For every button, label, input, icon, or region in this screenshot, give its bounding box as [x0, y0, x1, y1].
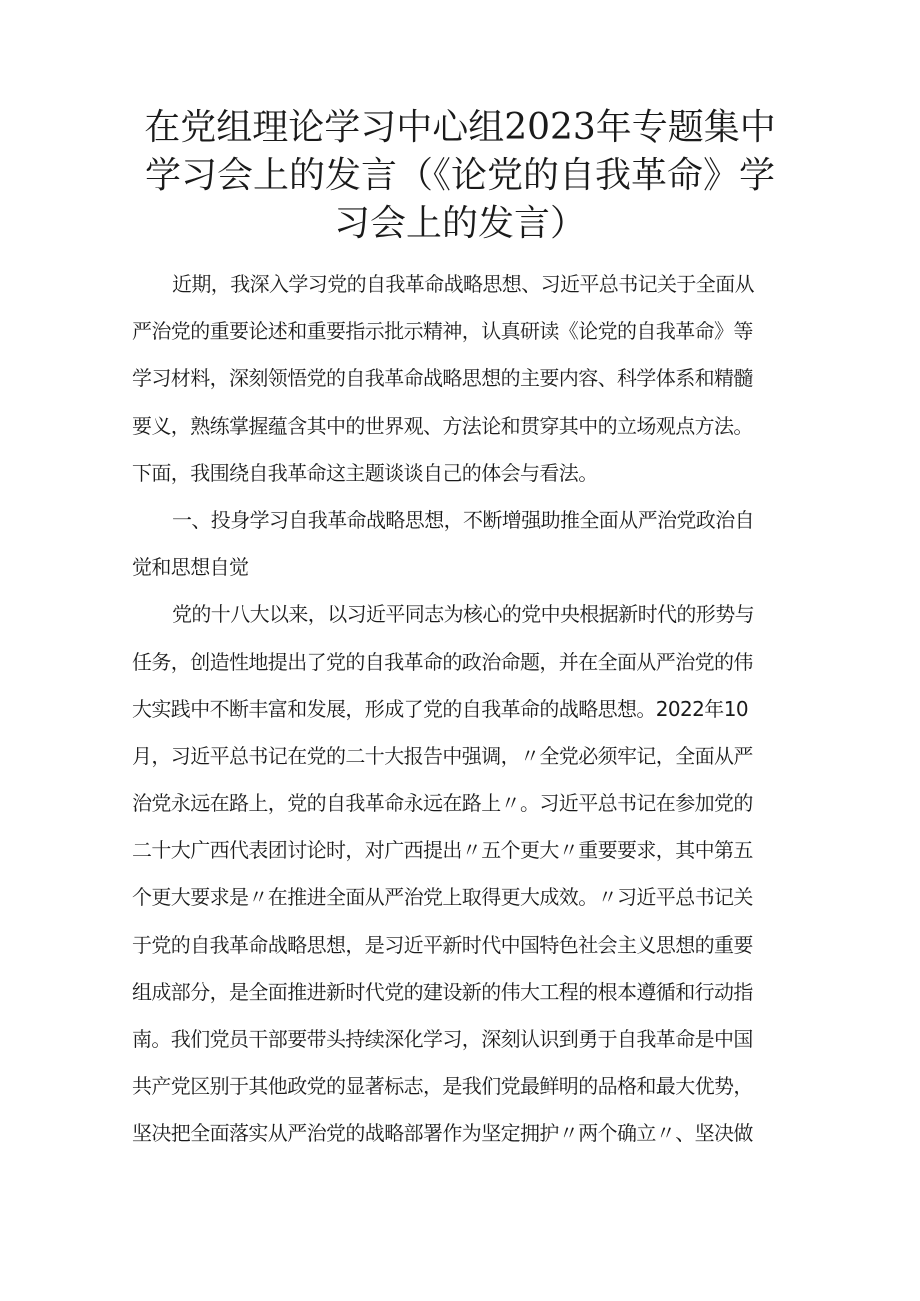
- title-line: 习会上的发言）: [333, 203, 586, 244]
- title-line: 在党组理论学习中心组2023年专题集中: [144, 107, 776, 148]
- body-line: 南。我们党员干部要带头持续深化学习，深刻认识到勇于自我革命是中国: [132, 1027, 753, 1051]
- body-line: 治党永远在路上，党的自我革命永远在路上〃。习近平总书记在参加党的: [132, 791, 753, 816]
- body-line: 觉和思想自觉: [132, 555, 249, 580]
- body-line: 学习材料，深刻领悟党的自我革命战略思想的主要内容、科学体系和精髓: [132, 366, 753, 391]
- body-line: 于党的自我革命战略思想，是习近平新时代中国特色社会主义思想的重要: [132, 932, 753, 957]
- title-line: 学习会上的发言（《论党的自我革命》学: [144, 155, 775, 196]
- body-line: 大实践中不断丰富和发展，形成了党的自我革命的战略思想。2022年10: [132, 696, 748, 721]
- body-line: 要义，熟练掌握蕴含其中的世界观、方法论和贯穿其中的立场观点方法。: [132, 413, 753, 438]
- body-line: 个更大要求是〃在推进全面从严治党上取得更大成效。〃习近平总书记关: [132, 885, 753, 910]
- body-line: 共产党区别于其他政党的显著标志，是我们党最鲜明的品格和最大优势，: [132, 1074, 753, 1099]
- paragraph-section-1: [132, 591, 792, 1157]
- body-line: 严治党的重要论述和重要指示批示精神，认真研读《论党的自我革命》等: [132, 319, 753, 344]
- body-line: 月，习近平总书记在党的二十大报告中强调，〃全党必须牢记，全面从严: [132, 743, 753, 768]
- body-line: 坚决把全面落实从严治党的战略部署作为坚定拥护〃两个确立〃、坚决做: [132, 1121, 753, 1146]
- paragraph-intro: [132, 261, 792, 497]
- body-line: 下面，我围绕自我革命这主题谈谈自己的体会与看法。: [132, 460, 598, 485]
- section-heading-1: [132, 497, 792, 591]
- body-line: 二十大广西代表团讨论时，对广西提出〃五个更大〃重要要求，其中第五: [132, 838, 753, 863]
- body-line: 近期，我深入学习党的自我革命战略思想、习近平总书记关于全面从: [172, 272, 754, 296]
- body-line: 党的十八大以来，以习近平同志为核心的党中央根据新时代的形势与: [172, 602, 754, 627]
- document-body: [132, 261, 792, 1158]
- document-title: [0, 104, 920, 248]
- body-line: 一、投身学习自我革命战略思想，不断增强助推全面从严治党政治自: [172, 507, 754, 532]
- body-line: 组成部分，是全面推进新时代党的建设新的伟大工程的根本遵循和行动指: [132, 979, 753, 1004]
- body-line: 任务，创造性地提出了党的自我革命的政治命题，并在全面从严治党的伟: [132, 649, 753, 674]
